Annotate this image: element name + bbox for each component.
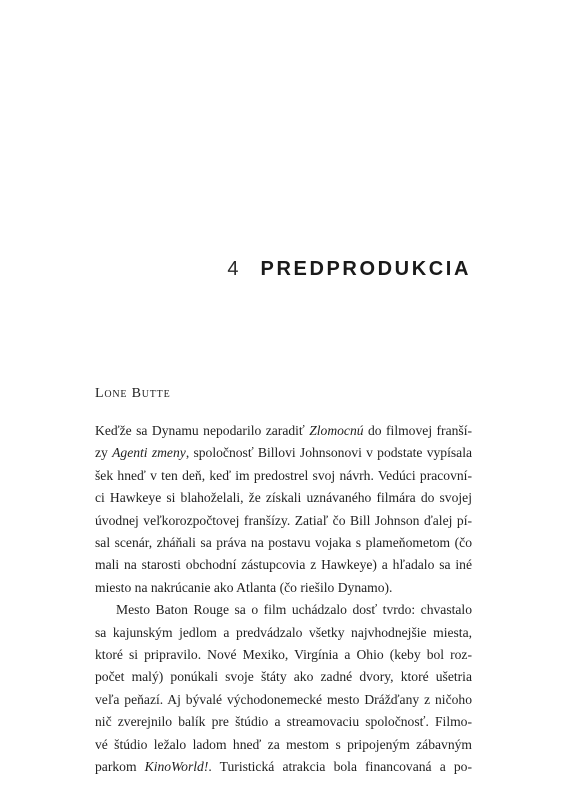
paragraph <box>95 599 472 778</box>
text-line: miesto na nakrúcanie ako Atlanta (čo riešilo Dynamo). <box>95 579 393 595</box>
text-line: sal scenár, zháňali sa práva na postavu vojaka s plameňometom (čo <box>95 535 472 551</box>
text-line: Mesto Baton Rouge sa o film uchádzalo dosť tvrdo: chvastalo <box>116 602 472 618</box>
text-line: zy Agenti zmeny, spoločnosť Billovi Johnsonovi v podstate vypísala <box>95 445 473 461</box>
text-line: ci Hawkeye si blahoželali, že získali uznávaného filmára do svojej <box>95 490 472 506</box>
text-line: parkom KinoWorld!. Turistická atrakcia bola financovaná a po- <box>95 759 472 775</box>
text-line: ktoré si pripravilo. Nové Mexiko, Virgínia a Ohio (keby bol roz- <box>95 647 472 663</box>
text-line: úvodnej veľkorozpočtovej franšízy. Zatiaľ čo Bill Johnson ďalej pí- <box>95 512 472 528</box>
chapter-heading <box>0 258 471 281</box>
text-line: nič zverejnilo balík pre štúdio a streamovaciu spoločnosť. Filmo- <box>95 714 472 730</box>
text-line: vé štúdio ležalo ladom hneď za mestom s pripojeným zábavným <box>95 736 472 752</box>
section-heading: Lone Butte <box>95 386 171 401</box>
text-line: počet malý) ponúkali svoje štáty ako zadné dvory, ktoré ušetria <box>95 669 472 685</box>
text-line: mali na starosti obchodní zástupcovia z Hawkeye) a hľadalo sa iné <box>95 557 472 573</box>
body-text <box>95 420 472 779</box>
text-line: veľa peňazí. Aj bývalé východonemecké mesto Drážďany z ničoho <box>95 691 472 707</box>
chapter-number: 4 <box>227 258 239 280</box>
text-line: Keďže sa Dynamu nepodarilo zaradiť Zlomocnú do filmovej franší- <box>95 423 473 438</box>
text-line: sa kajunským jedlom a predvádzalo všetky najvhodnejšie miesta, <box>95 624 472 640</box>
text-line: šek hneď v ten deň, keď im predostrel svoj návrh. Vedúci pracovní- <box>95 467 472 483</box>
chapter-title: PREDPRODUKCIA <box>260 258 471 280</box>
paragraph <box>95 420 472 599</box>
